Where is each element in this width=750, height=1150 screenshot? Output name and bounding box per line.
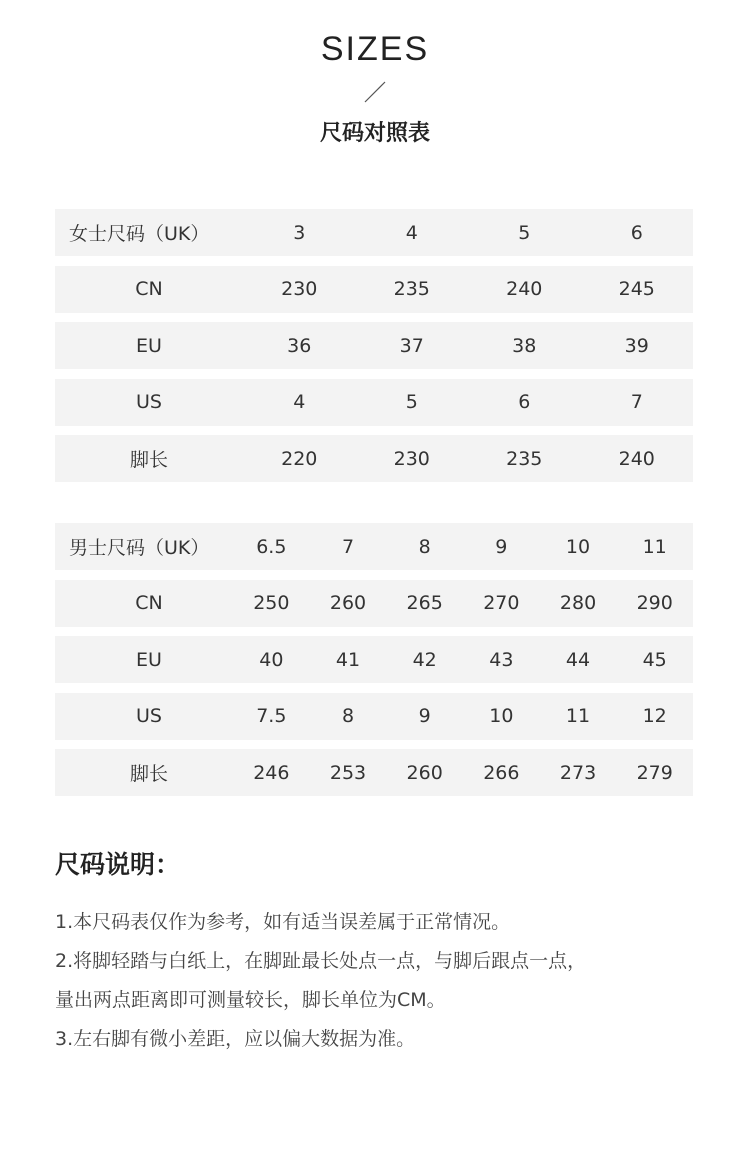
- men-size-table: [55, 523, 693, 806]
- table-cell: 40: [259, 648, 284, 671]
- row-label: CN: [135, 592, 163, 614]
- table-row: [55, 209, 693, 256]
- table-cell: 5: [518, 221, 531, 244]
- table-cell: 235: [506, 447, 543, 470]
- notes-line: 3.左右脚有微小差距，应以偏大数据为准。: [55, 1028, 416, 1050]
- table-cell: 10: [489, 705, 514, 727]
- table-row: [55, 580, 693, 627]
- table-cell: 235: [393, 278, 430, 300]
- row-label: EU: [136, 648, 162, 671]
- table-cell: 36: [287, 334, 312, 357]
- row-label: 脚长: [129, 449, 168, 471]
- table-cell: 279: [636, 761, 673, 784]
- table-cell: 8: [341, 705, 355, 727]
- slash-divider-icon: [363, 80, 387, 104]
- table-cell: 39: [624, 334, 649, 357]
- notes-line: 量出两点距离即可测量较长，脚长单位为CM。: [55, 989, 446, 1011]
- table-cell: 240: [506, 278, 543, 300]
- notes-line: 2.将脚轻踏与白纸上，在脚趾最长处点一点，与脚后跟点一点，: [55, 950, 587, 972]
- table-cell: 280: [559, 592, 597, 614]
- table-cell: 11: [565, 705, 591, 727]
- row-label: 女士尺码（UK）: [69, 223, 210, 245]
- notes-line: 1.本尺码表仅作为参考，如有适当误差属于正常情况。: [55, 911, 511, 933]
- table-cell: 8: [418, 535, 431, 558]
- table-cell: 7: [341, 535, 355, 558]
- notes-title: 尺码说明：: [55, 850, 181, 879]
- table-cell: 7: [630, 391, 643, 413]
- table-cell: 5: [405, 391, 418, 413]
- table-cell: 266: [483, 761, 520, 784]
- table-cell: 43: [489, 648, 514, 671]
- table-cell: 44: [565, 648, 591, 671]
- row-label: EU: [136, 334, 162, 357]
- table-cell: 273: [559, 761, 597, 784]
- table-row: [55, 435, 693, 482]
- table-cell: 265: [406, 592, 443, 614]
- row-label: US: [136, 391, 162, 413]
- table-row: [55, 379, 693, 426]
- table-row: [55, 636, 693, 683]
- table-cell: 245: [618, 278, 655, 300]
- table-cell: 260: [406, 761, 443, 784]
- table-cell: 290: [636, 592, 673, 614]
- table-cell: 240: [618, 447, 655, 470]
- table-cell: 41: [335, 648, 361, 671]
- table-cell: 4: [405, 221, 418, 244]
- row-label: 男士尺码（UK）: [69, 537, 210, 559]
- table-cell: 42: [412, 648, 437, 671]
- size-notes: [55, 845, 695, 1059]
- table-cell: 12: [642, 705, 667, 727]
- row-label: CN: [135, 278, 163, 300]
- table-cell: 3: [293, 221, 306, 244]
- women-size-table: [55, 209, 693, 492]
- table-cell: 4: [293, 391, 306, 413]
- table-row: [55, 266, 693, 313]
- table-cell: 253: [329, 761, 367, 784]
- table-cell: 246: [253, 761, 290, 784]
- table-cell: 6.5: [256, 535, 287, 558]
- table-cell: 9: [495, 535, 508, 558]
- table-cell: 38: [512, 334, 537, 357]
- table-cell: 7.5: [256, 705, 287, 727]
- table-cell: 6: [518, 391, 531, 413]
- table-cell: 6: [630, 221, 643, 244]
- page-title-en: SIZES: [320, 30, 430, 68]
- row-label: US: [136, 705, 162, 727]
- table-cell: 250: [253, 592, 290, 614]
- table-cell: 220: [281, 447, 318, 470]
- table-cell: 45: [642, 648, 667, 671]
- table-cell: 230: [393, 447, 430, 470]
- table-row: [55, 523, 693, 570]
- table-row: [55, 322, 693, 369]
- table-cell: 270: [483, 592, 520, 614]
- table-cell: 37: [399, 334, 424, 357]
- table-row: [55, 693, 693, 740]
- table-cell: 10: [565, 535, 591, 558]
- row-label: 脚长: [129, 763, 168, 785]
- table-cell: 11: [642, 535, 667, 558]
- table-cell: 230: [281, 278, 318, 300]
- table-row: [55, 749, 693, 796]
- table-cell: 260: [329, 592, 367, 614]
- page-title-cn: 尺码对照表: [319, 121, 430, 146]
- table-cell: 9: [418, 705, 431, 727]
